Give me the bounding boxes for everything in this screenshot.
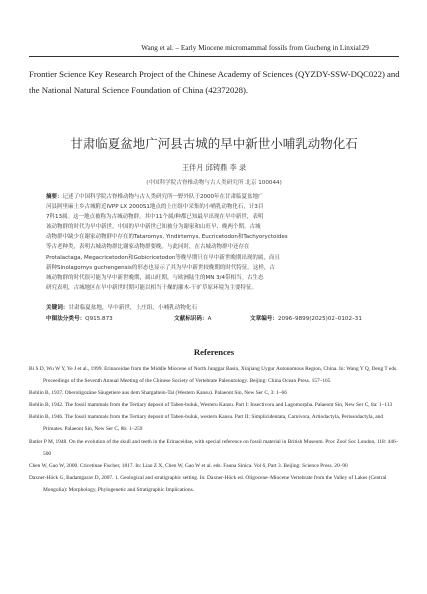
abstract-line: 该动物群的时代为早中新世。中国的早中新世已知被分为谢家和山旺早、晚两个期。古城: [46, 224, 261, 231]
keywords-text: 甘肃临夏盆地，早中新世，上庄组，小哺乳动物化石: [68, 305, 198, 311]
abstract-line: 动物群中缺少在谢家动物群中存在的Tataromys, Yindirtemys, Eucricetodon和Tachyoryctoides: [46, 234, 288, 241]
article-id: 2096–9899(2025)02–0102–31: [277, 316, 362, 322]
abstract-line: 7科13属。这一地点被称为古城动物群。其中11个属/种都已知最早出现在早中新世，表明: [46, 214, 264, 221]
abstract-line: 河县阿里麻土乡古城附近IVPP LX 2000S1地点的上庄组中采集的小哺乳动物化石，计3目: [46, 204, 264, 211]
article-id-label: 文章编号：: [250, 316, 278, 322]
reference-list: [29, 363, 401, 496]
chinese-authors: 王伴月 邱铸鼎 李 录: [181, 163, 247, 172]
doc-code: A: [207, 316, 212, 322]
article-metadata: [46, 303, 384, 325]
clc-number: Q915.873: [85, 316, 113, 322]
chinese-title: 甘肃临夏盆地广河县古城的早中新世小哺乳动物化石: [70, 136, 358, 151]
reference-item: Butler P M, 1948. On the evolution of the skull and teeth in the Erinaceidae, with special reference on fossil material in British Museum. Proc Zool Soc London, 118: 446–500: [29, 438, 399, 457]
abstract-line: 等古老种类，表明古城动物群比谢家动物群要晚。与此同时，在古城动物群中还存在: [46, 244, 250, 251]
reference-item: Bi S D, Wu W Y, Ye J et al., 1999. Erinaceidae from the Middle Miocene of North Junggar Basin, Xinjiang Uygur Autonomous Region, China. In: Wang Y Q, Deng T eds. Proceedings of the Seventh Annual Meeting of the Chinese Society of Vertebrate Paleontology. Beijing: China Ocean Press. 157–165: [29, 366, 398, 385]
reference-item: Bohlin B, 1937. Oberoligozäne Säugetiere aus dem Shargaltein-Tal (Western Kansu). Palaeont Sin, New Ser C, 3: 1–66: [29, 390, 287, 397]
abstract-line: [46, 192, 384, 202]
abstract-label: 摘要：: [46, 194, 63, 200]
classification-line: [46, 314, 384, 325]
running-head: Wang et al. – Early Miocene micromammal fossils from Gucheng in Linxia: [141, 44, 359, 52]
doc-code-label: 文献标识码：: [174, 316, 208, 322]
page-number: 129: [358, 44, 369, 52]
chinese-abstract: [46, 192, 384, 293]
acknowledgment-text: Frontier Science Key Research Project of the Chinese Academy of Sciences (QYZDY-SSW-DQC022) and the National Natural Science Foundation of China (42372028).: [29, 69, 400, 95]
reference-item: Chen W, Gao W, 2000. Cricetinae Fischer, 1817. In: Liao Z X, Chen W, Gao W et al. eds. Fauna Sinica. Vol 6, Part 3. Beijing: Science Press. 20–90: [29, 462, 348, 469]
reference-item: Daxner-Höck G, Badamgarav D, 2007. 1. Geological and stratigraphic setting. In: Daxner-Höck ed. Oligocene–Miocene Vertebrate from the Valley of Lakes (Central Mongolia): Morphology, Phylogenetic and Stratigraphic Implications.: [29, 474, 387, 493]
abstract-line: 城动物群的时代很可能为早中新世晚期，属山旺期，与欧洲陆生的MN 3/4带相当。古生态: [46, 274, 264, 281]
abstract-line: Protalactaga, Megacricetodon和Gobicricetodon等晚早期只在早中新世晚期出现的属，而且: [46, 254, 280, 261]
abstract-line: 新种Sinolagomys guchengensis的形态也显示了其为早中新世较晚期的时代特征。这样，古: [46, 264, 275, 271]
chinese-affiliation: (中国科学院古脊椎动物与古人类研究所 北京 100044): [146, 180, 282, 186]
abstract-line: 研究表明，古城地区在早中新世时期可能以相当干燥的灌木-干旷草原环境为主要特征。: [46, 284, 257, 291]
abstract-line-text: 记述了中国科学院古脊椎动物与古人类研究所一野外队于2000年在甘肃临夏盆地广: [62, 194, 264, 200]
reference-item: Bohlin B, 1942. The fossil mammals from the Tertiary deposit of Taben-buluk, Westeru Kansu. Part I: Insectivora and Lagomorpha. Palaeont Sin, New Ser C, 8a: 1–113: [29, 402, 393, 409]
keywords-line: [46, 303, 384, 314]
clc-label: 中图法分类号：: [46, 316, 86, 322]
reference-item: Bohlin B, 1946. The fossil mammals from the Tertiary deposit of Taben-buluk, western Kansu. Part II: Simplicidentata, Carnivora, Artiodactyla, Perissodactyla, and Primates. Palaeont Sin, New Ser C, 8b: 1–259: [29, 414, 384, 433]
references-heading: References: [193, 347, 235, 357]
header-rule: [29, 56, 399, 57]
keywords-label: 关键词：: [46, 305, 69, 311]
